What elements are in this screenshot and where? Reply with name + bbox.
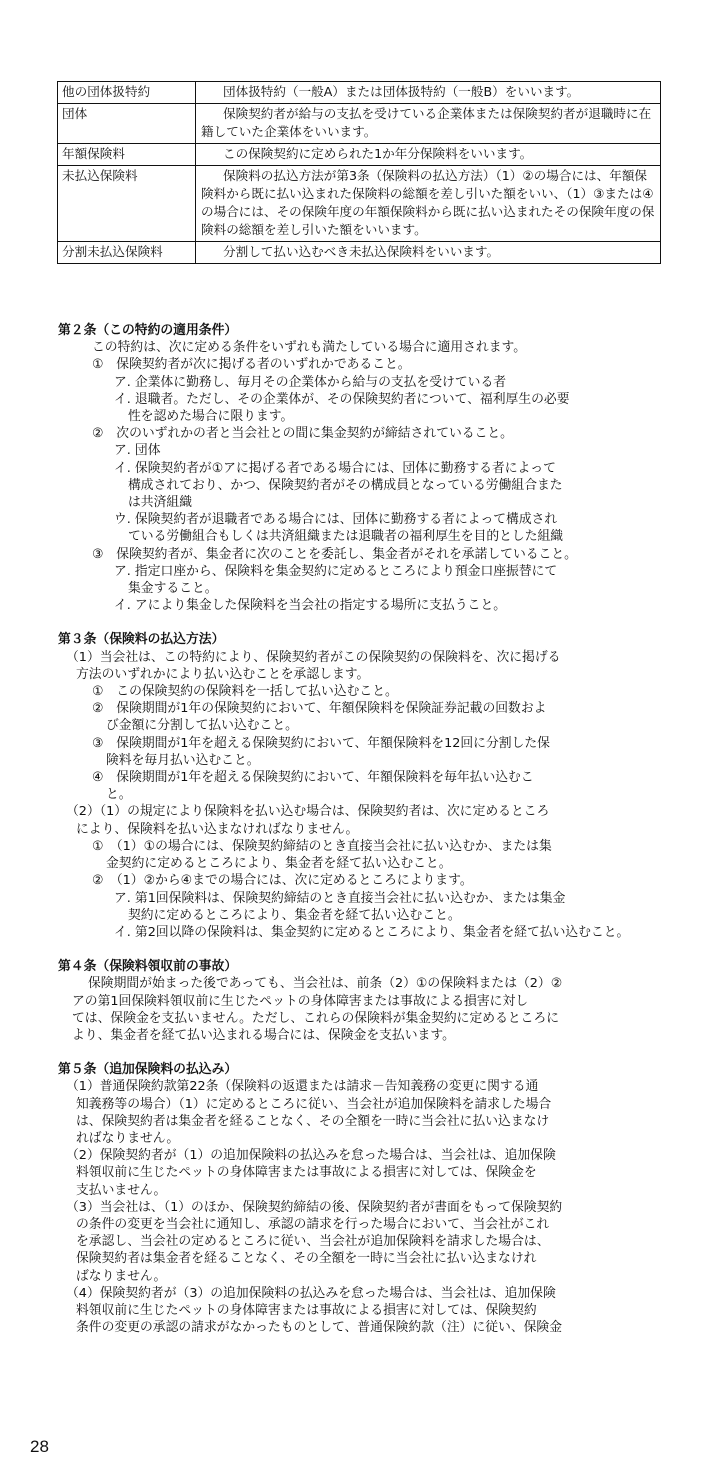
clauses-body [58,322,662,1336]
clause-line: ② 次のいずれかの者と当会社との間に集金契約が締結されていること。 [92,426,513,442]
clause-line: この特約は、次に定める条件をいずれも満たしている場合に適用されます。 [92,340,527,356]
definition-term: 分割未払込保険料 [58,242,196,264]
clause-line: イ. アにより集金した保険料を当会社の指定する場所に支払うこと。 [114,598,507,614]
clause-line: ればなりません。 [76,1130,180,1146]
spacer [58,1044,662,1061]
clause-line: を承認し、当会社の定めるところに従い、当会社が追加保険料を請求した場合は、 [76,1234,550,1250]
clause-line: ① この保険契約の保険料を一括して払い込むこと。 [92,684,398,700]
clause-line: 方法のいずれかにより払い込むことを承認します。 [76,666,370,682]
definitions-table [57,81,661,264]
clause-line: 料領収前に生じたペットの身体障害または事故による損害に対しては、保険金を [76,1165,537,1181]
clause-line: アの第1回保険料領収前に生じたペットの身体障害または事故による損害に対し [72,993,529,1009]
article-heading: 第３条（保険料の払込方法） [58,632,225,648]
clause-line: ② 保険期間が1年の保険契約において、年額保険料を保険証券記載の回数およ [92,701,547,717]
definition-text: 団体扱特約（一般A）または団体扱特約（一般B）をいいます。 [196,82,661,104]
clause-line: 知義務等の場合）（1）に定めるところに従い、当会社が追加保険料を請求した場合 [76,1096,552,1112]
clause-line: （1）普通保険約款第22条（保険料の返還または請求－告知義務の変更に関する通 [66,1079,539,1095]
clause-line: （2）保険契約者が（1）の追加保険料の払込みを怠った場合は、当会社は、追加保険 [66,1148,556,1164]
clause-line: ① （1）①の場合には、保険契約締結のとき直接当会社に払い込むか、または集 [92,838,552,854]
clause-line: ばなりません。 [76,1268,167,1284]
clause-line: 支払いません。 [76,1182,167,1198]
definition-term: 年額保険料 [58,144,196,166]
clause-line: ② （1）②から④までの場合には、次に定めるところによります。 [92,873,473,889]
clause-line: ア. 指定口座から、保険料を集金契約に定めるところにより預金口座振替にて [114,563,558,579]
clause-line: 集金すること。 [128,581,218,597]
definition-term: 未払込保険料 [58,166,196,242]
clause-line: の条件の変更を当会社に通知し、承認の請求を行った場合において、当会社がこれ [76,1216,550,1232]
definition-row [58,82,661,104]
article-heading: 第５条（追加保険料の払込み） [58,1062,238,1078]
definition-text: 保険契約者が給与の支払を受けている企業体または保険契約者が退職時に在籍していた企業体をいいます。 [196,104,661,144]
clause-line: ④ 保険期間が1年を超える保険契約において、年額保険料を毎年払い込むこ [92,770,534,786]
clause-line: 料領収前に生じたペットの身体障害または事故による損害に対しては、保険契約 [76,1302,537,1318]
clause-line: ている労働組合もしくは共済組織または退職者の福利厚生を目的とした組織 [128,529,564,545]
definition-row [58,144,661,166]
clause-line: ③ 保険契約者が、集金者に次のことを委託し、集金者がそれを承諾していること。 [92,546,577,562]
clause-line: と。 [106,787,132,803]
clause-line: （2）（1）の規定により保険料を払い込む場合は、保険契約者は、次に定めるところ [66,804,550,820]
spacer [58,941,662,958]
clause-line: ア. 企業体に勤務し、毎月その企業体から給与の支払を受けている者 [114,374,507,390]
clause-line: は共済組織 [128,495,192,511]
clause-line: ては、保険金を支払いません。ただし、これらの保険料が集金契約に定めるところに [72,1010,560,1026]
clause-line: ア. 団体 [114,443,161,459]
clause-line: ア. 第1回保険料は、保険契約締結のとき直接当会社に払い込むか、または集金 [114,890,566,906]
clause-line: （1）当会社は、この特約により、保険契約者がこの保険契約の保険料を、次に掲げる [66,649,561,665]
definition-text: 分割して払い込むべき未払込保険料をいいます。 [196,242,661,264]
definition-term: 団体 [58,104,196,144]
definition-row [58,104,661,144]
clause-line: 条件の変更の承認の請求がなかったものとして、普通保険約款（注）に従い、保険金 [76,1320,563,1336]
definition-term: 他の団体扱特約 [58,82,196,104]
clause-line: （3）当会社は、（1）のほか、保険契約締結の後、保険契約者が書面をもって保険契約 [66,1199,563,1215]
clause-line: イ. 第2回以降の保険料は、集金契約に定めるところにより、集金者を経て払い込むこと。 [114,924,630,940]
clause-line: （4）保険契約者が（3）の追加保険料の払込みを怠った場合は、当会社は、追加保険 [66,1285,556,1301]
definition-text: この保険契約に定められた1か年分保険料をいいます。 [196,144,661,166]
clause-line: 保険期間が始まった後であっても、当会社は、前条（2）①の保険料または（2）② [88,976,563,992]
definition-text: 保険料の払込方法が第3条（保険料の払込方法）（1）②の場合には、年額保険料から既に払い込まれた保険料の総額を差し引いた額をいい、（1）③または④の場合には、その保険年度の年額保険料から既に払い込まれたその保険年度の保険料の総額を差し引いた額をいいます。 [196,166,661,242]
clause-line: により、保険料を払い込まなければなりません。 [76,821,359,837]
clause-line: 金契約に定めるところにより、集金者を経て払い込むこと。 [106,856,452,872]
clause-line: 契約に定めるところにより、集金者を経て払い込むこと。 [128,907,461,923]
article-heading: 第２条（この特約の適用条件） [58,323,238,338]
clause-line: び金額に分割して払い込むこと。 [106,718,298,734]
definition-row [58,166,661,242]
clause-line: イ. 退職者。ただし、その企業体が、その保険契約者について、福利厚生の必要 [114,391,570,407]
clause-line: 性を認めた場合に限ります。 [128,409,294,425]
clause-line: ① 保険契約者が次に掲げる者のいずれかであること。 [92,357,411,373]
clause-line: は、保険契約者は集金者を経ることなく、その全額を一時に当会社に払い込まなけ [76,1113,550,1129]
page-number: 28 [30,1437,49,1456]
clause-line: ウ. 保険契約者が退職者である場合には、団体に勤務する者によって構成され [114,512,558,528]
spacer [58,614,662,631]
clause-line: 険料を毎月払い込むこと。 [106,752,260,768]
article-heading: 第４条（保険料領収前の事故） [58,959,238,975]
clause-line: 保険契約者は集金者を経ることなく、その全額を一時に当会社に払い込まなけれ [76,1251,537,1267]
clause-line: より、集金者を経て払い込まれる場合には、保険金を支払います。 [72,1027,455,1043]
clause-line: ③ 保険期間が1年を超える保険契約において、年額保険料を12回に分割した保 [92,735,550,751]
clause-line: 構成されており、かつ、保険契約者がその構成員となっている労働組合また [128,477,563,493]
clause-line: イ. 保険契約者が①アに掲げる者である場合には、団体に勤務する者によって [114,460,556,476]
definition-row [58,242,661,264]
